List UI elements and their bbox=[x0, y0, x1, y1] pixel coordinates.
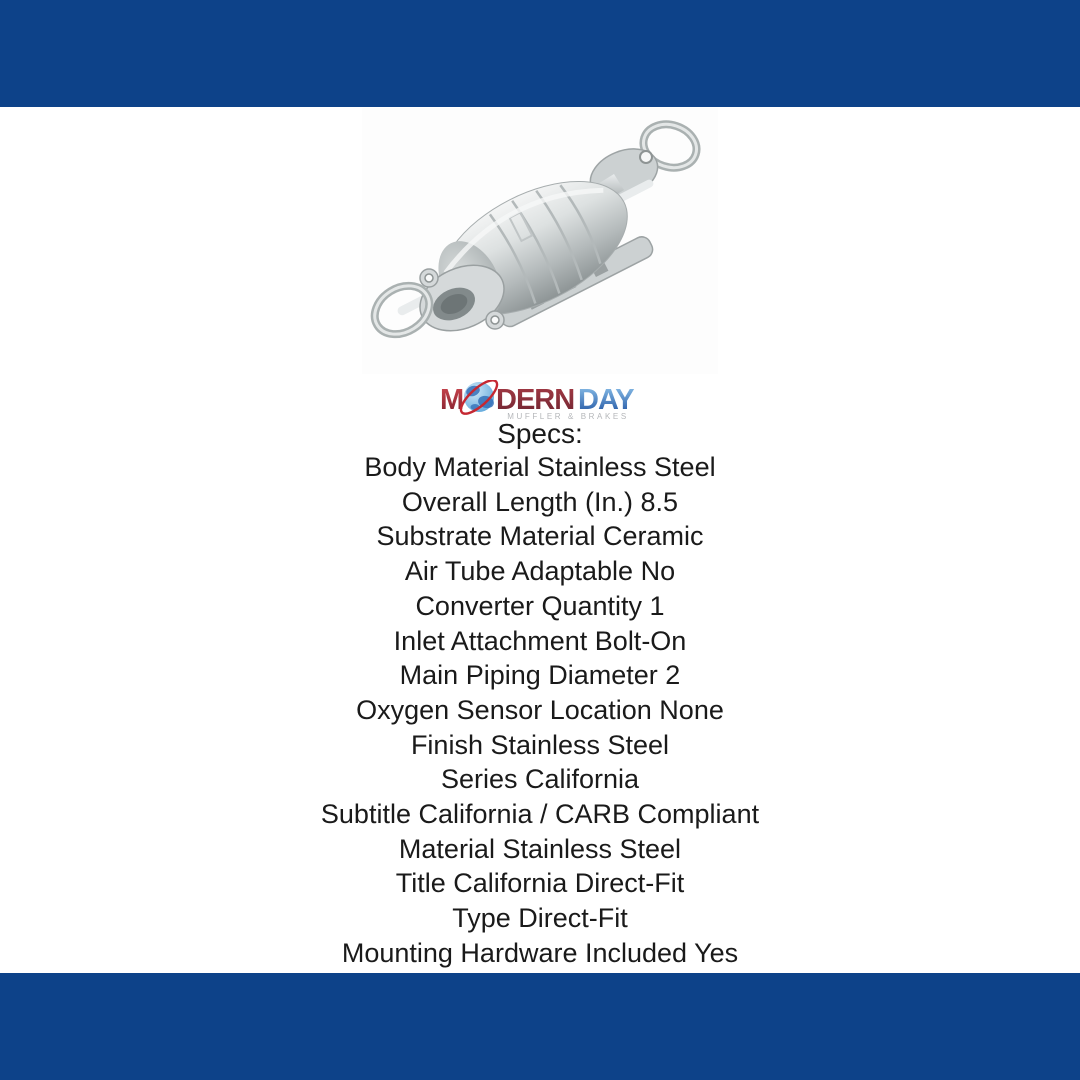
spec-line: Finish Stainless Steel bbox=[410, 729, 670, 760]
bottom-banner bbox=[0, 973, 1080, 1080]
spec-line: Main Piping Diameter 2 bbox=[399, 660, 681, 691]
spec-line: Body Material Stainless Steel bbox=[364, 452, 716, 482]
specs-list bbox=[0, 450, 1080, 971]
spec-line: Inlet Attachment Bolt-On bbox=[393, 625, 687, 656]
spec-line: Series California bbox=[440, 764, 640, 795]
specs-heading: Specs: bbox=[497, 418, 583, 449]
catalytic-converter-illustration bbox=[362, 108, 718, 374]
logo-word-day: DAY bbox=[578, 384, 634, 416]
spec-line: Air Tube Adaptable No bbox=[404, 556, 676, 587]
spec-line: Converter Quantity 1 bbox=[415, 590, 665, 621]
spec-line: Material Stainless Steel bbox=[398, 833, 682, 864]
spec-line: Subtitle California / CARB Compliant bbox=[320, 799, 760, 830]
top-banner bbox=[0, 0, 1080, 107]
spec-line: Overall Length (In.) 8.5 bbox=[401, 486, 679, 517]
spec-line: Mounting Hardware Included Yes bbox=[341, 937, 739, 968]
logo-word-m: M bbox=[440, 384, 464, 416]
spec-line: Title California Direct-Fit bbox=[395, 868, 685, 899]
product-image bbox=[362, 108, 718, 374]
logo-tagline: MUFFLER & BRAKES bbox=[507, 412, 629, 421]
brand-logo bbox=[440, 380, 640, 422]
spec-line: Oxygen Sensor Location None bbox=[356, 694, 724, 725]
specs-section bbox=[0, 417, 1080, 971]
logo-word-dern: DERN bbox=[496, 384, 575, 416]
spec-line: Type Direct-Fit bbox=[452, 903, 628, 934]
spec-line: Substrate Material Ceramic bbox=[376, 521, 704, 552]
